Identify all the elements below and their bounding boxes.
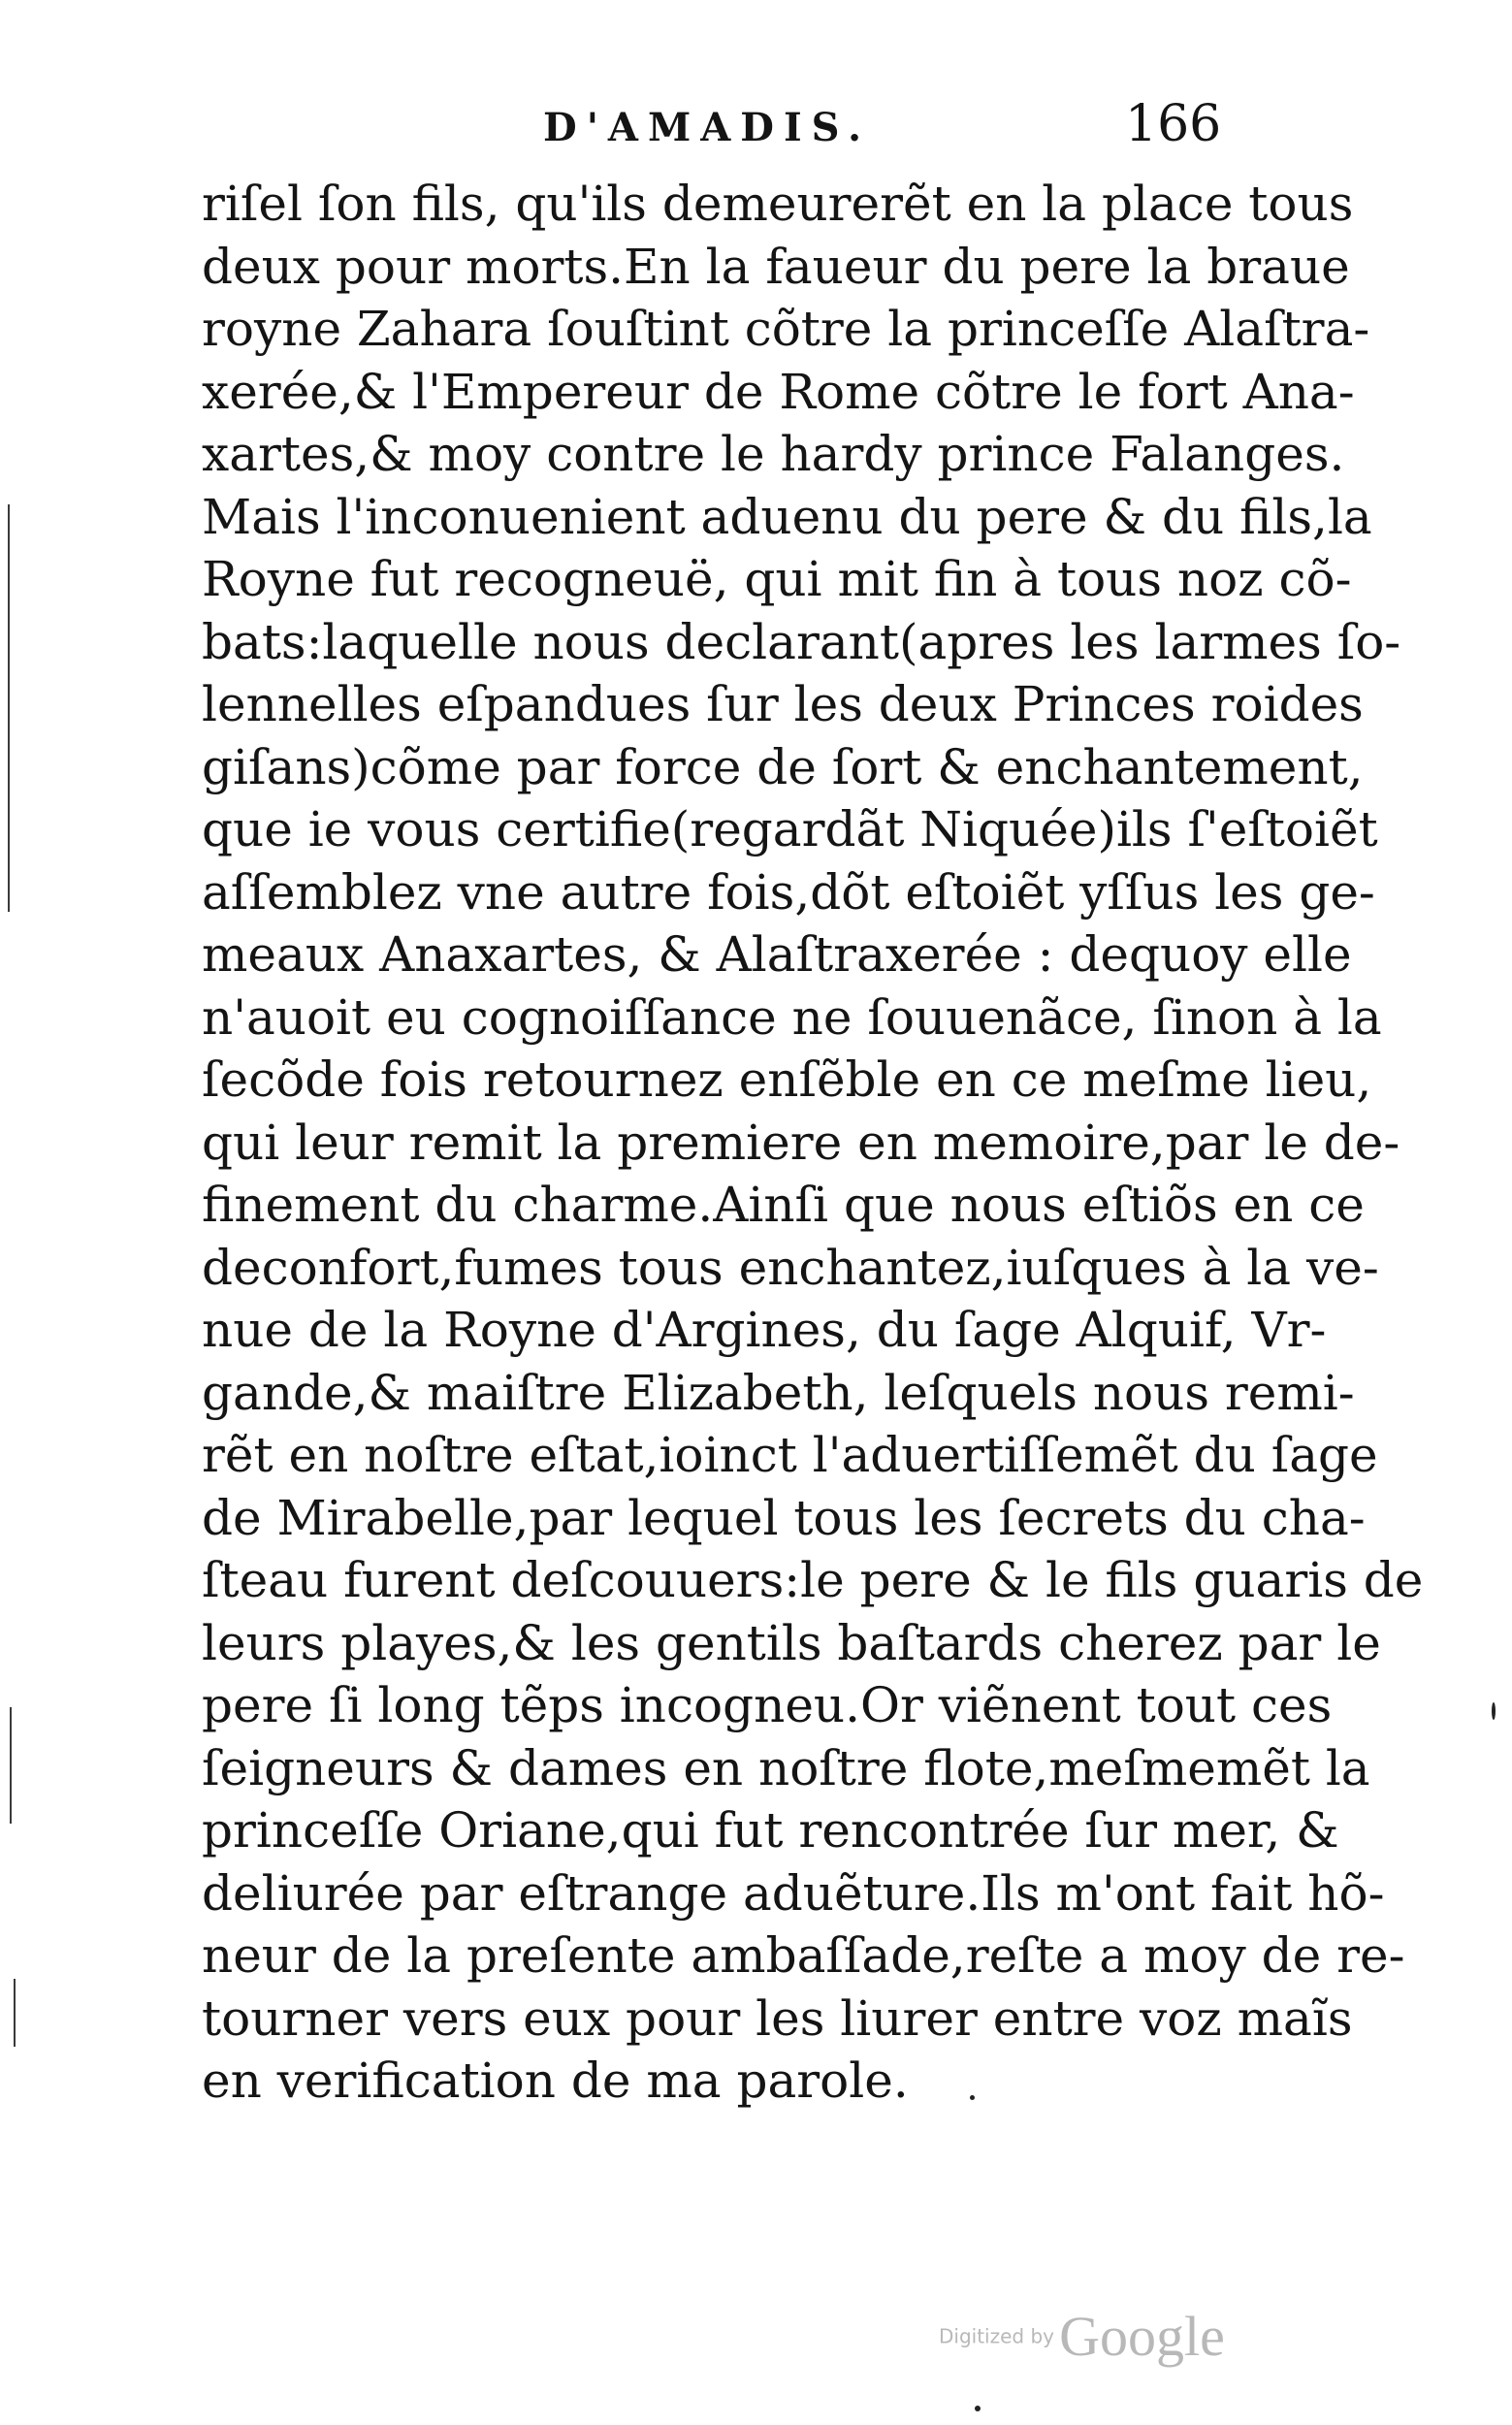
text-line: finement du charme.Ainſi que nous eſtiõs en ce — [202, 1177, 1365, 1233]
text-line: rẽt en noſtre eſtat,ioinct l'aduertiſſemẽt du ſage — [202, 1427, 1378, 1483]
text-line: riſel ſon fils, qu'ils demeurerẽt en la place tous — [202, 176, 1354, 232]
text-line: Mais l'inconuenient aduenu du pere & du fils,la — [202, 488, 1372, 545]
text-line: que ie vous certifie(regardãt Niquée)ils ſ'eſtoiẽt — [202, 801, 1378, 857]
body-text — [202, 173, 1424, 2113]
text-line: Royne fut recogneuë, qui mit fin à tous noz cõ- — [202, 551, 1352, 607]
text-line: leurs playes,& les gentils baſtards cherez par le — [202, 1614, 1381, 1671]
digitized-watermark — [939, 2304, 1225, 2369]
text-line-last: en verification de ma parole. — [202, 2053, 909, 2109]
running-head: D'AMADIS. — [543, 105, 872, 150]
page-edge-rule — [10, 1707, 12, 1824]
page-edge-rule — [14, 1979, 16, 2047]
google-logo: Google — [1059, 2305, 1225, 2368]
scan-speck — [1492, 1702, 1496, 1720]
text-line: princeſſe Oriane,qui fut rencontrée ſur mer, & — [202, 1802, 1339, 1859]
text-line: giſans)cõme par force de ſort & enchantement, — [202, 738, 1364, 795]
watermark-prefix: Digitized by — [939, 2324, 1054, 2348]
text-line: royne Zahara ſouſtint cõtre la princeſſe Alaſtra- — [202, 301, 1370, 357]
text-line: xartes,& moy contre le hardy prince Falanges. — [202, 426, 1345, 482]
text-line: ſteau furent deſcouuers:le pere & le fils guaris de — [202, 1552, 1424, 1608]
text-line: xerée,& l'Empereur de Rome cõtre le fort Ana- — [202, 363, 1355, 420]
text-line: ſeigneurs & dames en noſtre flote,meſmemẽt la — [202, 1739, 1370, 1796]
text-line: ſecõde fois retournez enſẽble en ce meſme lieu, — [202, 1051, 1372, 1108]
text-line: neur de la preſente ambaſſade,reſte a moy de re- — [202, 1927, 1405, 1984]
text-line: lennelles eſpandues ſur les deux Princes roides — [202, 676, 1364, 732]
text-line: deux pour morts.En la faueur du pere la braue — [202, 238, 1350, 295]
text-line: deliurée par eſtrange aduẽture.Ils m'ont fait hõ- — [202, 1864, 1385, 1922]
text-line: gande,& maiſtre Elizabeth, leſquels nous remi- — [202, 1364, 1355, 1421]
scan-speck — [970, 2095, 975, 2100]
text-line: nue de la Royne d'Argines, du ſage Alquif, Vr- — [202, 1302, 1327, 1358]
text-line: qui leur remit la premiere en memoire,par le de- — [202, 1114, 1400, 1171]
text-line: tourner vers eux pour les liurer entre voz maĩs — [202, 1989, 1353, 2047]
scan-speck — [975, 2406, 981, 2411]
page-edge-rule — [8, 504, 10, 912]
text-line: aſſemblez vne autre fois,dõt eſtoiẽt yſſus les ge- — [202, 863, 1375, 921]
text-line: n'auoit eu cognoiſſance ne ſouuenãce, ſinon à la — [202, 988, 1382, 1046]
text-line: deconfort,fumes tous enchantez,iuſques à la ve- — [202, 1239, 1379, 1296]
page-number: 166 — [1125, 95, 1222, 153]
text-line: meaux Anaxartes, & Alaſtraxerée : dequoy elle — [202, 926, 1352, 983]
text-line: bats:laquelle nous declarant(apres les larmes ſo- — [202, 613, 1401, 670]
text-line: de Mirabelle,par lequel tous les ſecrets du cha- — [202, 1489, 1366, 1546]
text-line: pere ſi long tẽps incogneu.Or viẽnent tout ces — [202, 1677, 1333, 1733]
